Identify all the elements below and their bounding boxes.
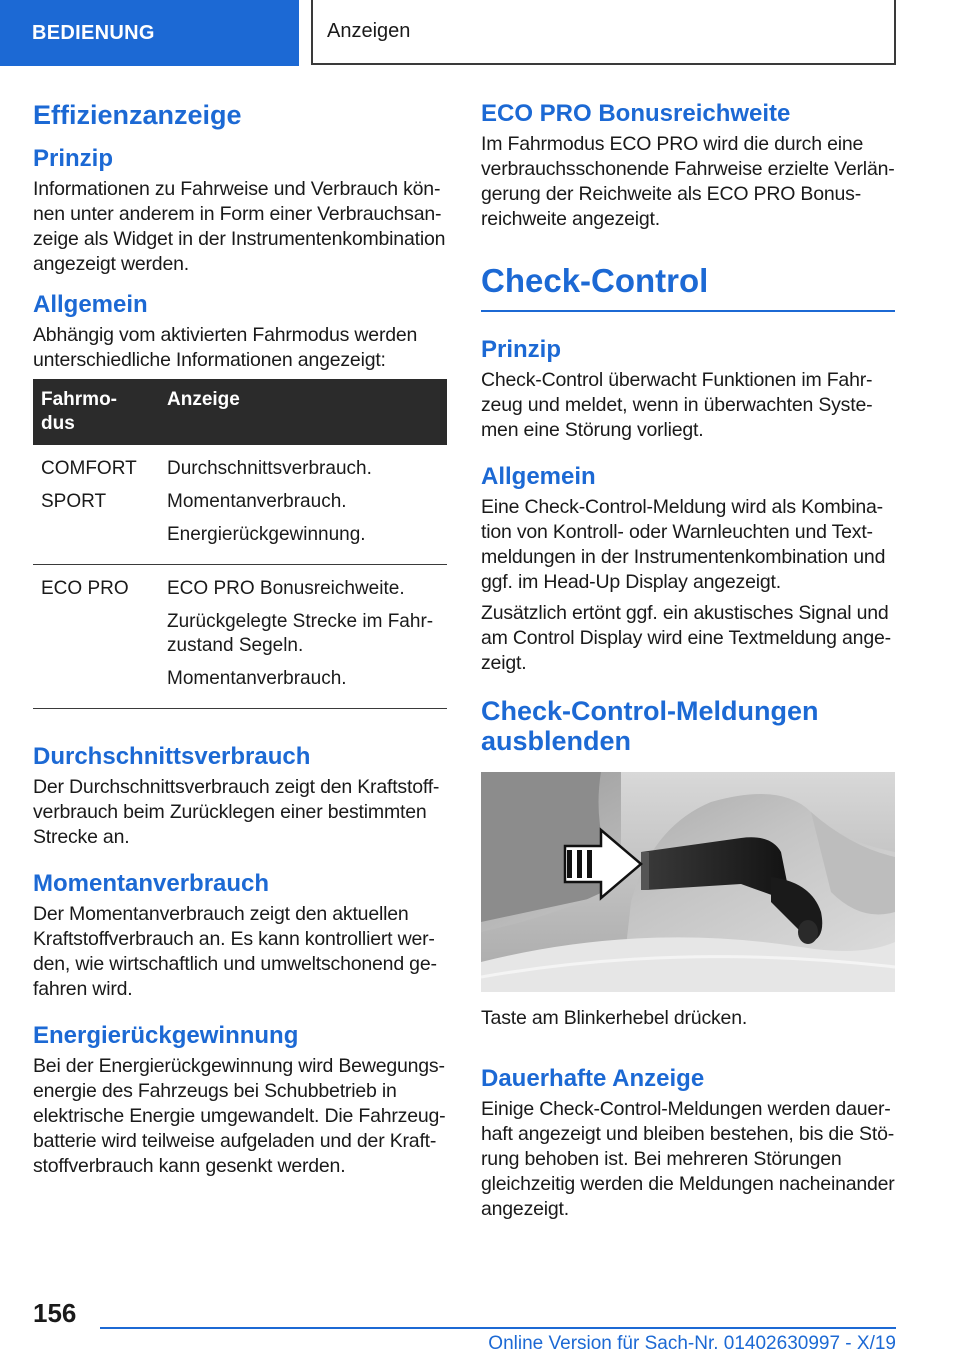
table-row bbox=[33, 445, 447, 565]
display-item: ECO PRO Bonusreichweite. bbox=[167, 578, 405, 599]
chapter-label: Anzeigen bbox=[327, 20, 411, 42]
eco-text: Im Fahrmodus ECO PRO wird die durch eine verbrauchsschonende Fahrweise erzielte Verlän- gerung der Reichweite als ECO PRO Bonus- reichweite angezeigt. bbox=[481, 133, 895, 230]
table-row bbox=[33, 565, 447, 709]
prinzip-text: Informationen zu Fahrweise und Verbrauch kön- nen unter anderem in Form einer Verbrauchsan- zeige als Widget in der Instrumentenkombination angezeigt werden. bbox=[33, 178, 446, 275]
title-rule bbox=[481, 310, 895, 312]
eco-heading: ECO PRO Bonusreichweite bbox=[481, 100, 791, 127]
durchschnitt-text: Der Durchschnittsverbrauch zeigt den Kraftstoff- verbrauch beim Zurücklegen einer bestimmten Strecke an. bbox=[33, 776, 440, 848]
left-column bbox=[33, 100, 447, 1193]
cc-prinzip-text: Check-Control überwacht Funktionen im Fahr- zeug und meldet, wenn in überwachten Syste- men eine Störung vorliegt. bbox=[481, 369, 873, 441]
moment-text: Der Momentanverbrauch zeigt den aktuellen Kraftstoffverbrauch an. Es kann kontrolliert wer- den, wie wirtschaftlich und umweltschonend ge- fahren wird. bbox=[33, 903, 437, 1000]
fahrmodus-table bbox=[33, 379, 447, 709]
energie-text: Bei der Energierückgewinnung wird Bewegungs- energie des Fahrzeugs bei Schubbetrieb in elektrische Energie umgewandelt. Die Fahrzeug- batterie wird teilweise aufgeladen und der Kraft- stoffverbrauch kann gesenkt werden. bbox=[33, 1055, 446, 1177]
table-cell-display bbox=[159, 445, 447, 565]
display-item: Momentanverbrauch. bbox=[167, 668, 347, 689]
dauer-text: Einige Check-Control-Meldungen werden dauer- haft angezeigt und bleiben bestehen, bis die Stö- rung behoben ist. Bei mehreren Störungen gleichzeitig werden die Meldungen nacheinander angezeigt. bbox=[481, 1098, 895, 1221]
footer-rule bbox=[100, 1327, 896, 1329]
display-item: Durchschnittsverbrauch. bbox=[167, 458, 372, 479]
page-number: 156 bbox=[33, 1298, 77, 1328]
ausblenden-heading: Check-Control-Meldungen ausblenden bbox=[481, 696, 819, 757]
display-item: Energierückgewinnung. bbox=[167, 524, 366, 545]
prinzip-heading: Prinzip bbox=[33, 145, 114, 172]
cc-allgemein-text-1: Eine Check-Control-Meldung wird als Kombina- tion von Kontroll- oder Warnleuchten und Text- meldungen in der Instrumentenkombination und ggf. im Head-Up Display angezeigt. bbox=[481, 496, 886, 593]
mode-label: ECO PRO bbox=[41, 578, 129, 599]
display-item: Zurückgelegte Strecke im Fahr- zustand Segeln. bbox=[167, 611, 434, 656]
allgemein-text: Abhängig vom aktivierten Fahrmodus werden unterschiedliche Informationen angezeigt: bbox=[33, 324, 418, 371]
figure-caption: Taste am Blinkerhebel drücken. bbox=[481, 1007, 748, 1030]
durchschnitt-heading: Durchschnittsverbrauch bbox=[33, 743, 311, 770]
cc-allgemein-text-2: Zusätzlich ertönt ggf. ein akustisches Signal und am Control Display wird eine Textmeldung ange- zeigt. bbox=[481, 602, 891, 674]
allgemein-heading: Allgemein bbox=[33, 291, 148, 318]
cc-prinzip-heading: Prinzip bbox=[481, 336, 562, 363]
table-header-display: Anzeige bbox=[159, 379, 447, 445]
display-item: Momentanverbrauch. bbox=[167, 491, 347, 512]
table-header-mode: Fahrmo- dus bbox=[33, 379, 159, 445]
section-label: BEDIENUNG bbox=[32, 21, 155, 44]
dauer-heading: Dauerhafte Anzeige bbox=[481, 1065, 705, 1093]
table-cell-display bbox=[159, 565, 447, 709]
table-cell-mode bbox=[33, 445, 159, 565]
energie-heading: Energierückgewinnung bbox=[33, 1022, 299, 1049]
moment-heading: Momentanverbrauch bbox=[33, 870, 270, 897]
turn-signal-lever-illustration bbox=[481, 772, 895, 992]
chapter-tab bbox=[311, 0, 896, 65]
footer-version-text: Online Version für Sach-Nr. 01402630997 - X/19 bbox=[488, 1333, 896, 1354]
table-cell-mode bbox=[33, 565, 159, 709]
section-title: Effizienzanzeige bbox=[33, 100, 242, 130]
mode-label: SPORT bbox=[41, 491, 107, 512]
cc-allgemein-heading: Allgemein bbox=[481, 463, 596, 490]
right-column bbox=[481, 100, 895, 1236]
check-control-title: Check-Control bbox=[481, 262, 709, 299]
mode-label: COMFORT bbox=[41, 458, 137, 479]
section-tab bbox=[0, 0, 299, 66]
